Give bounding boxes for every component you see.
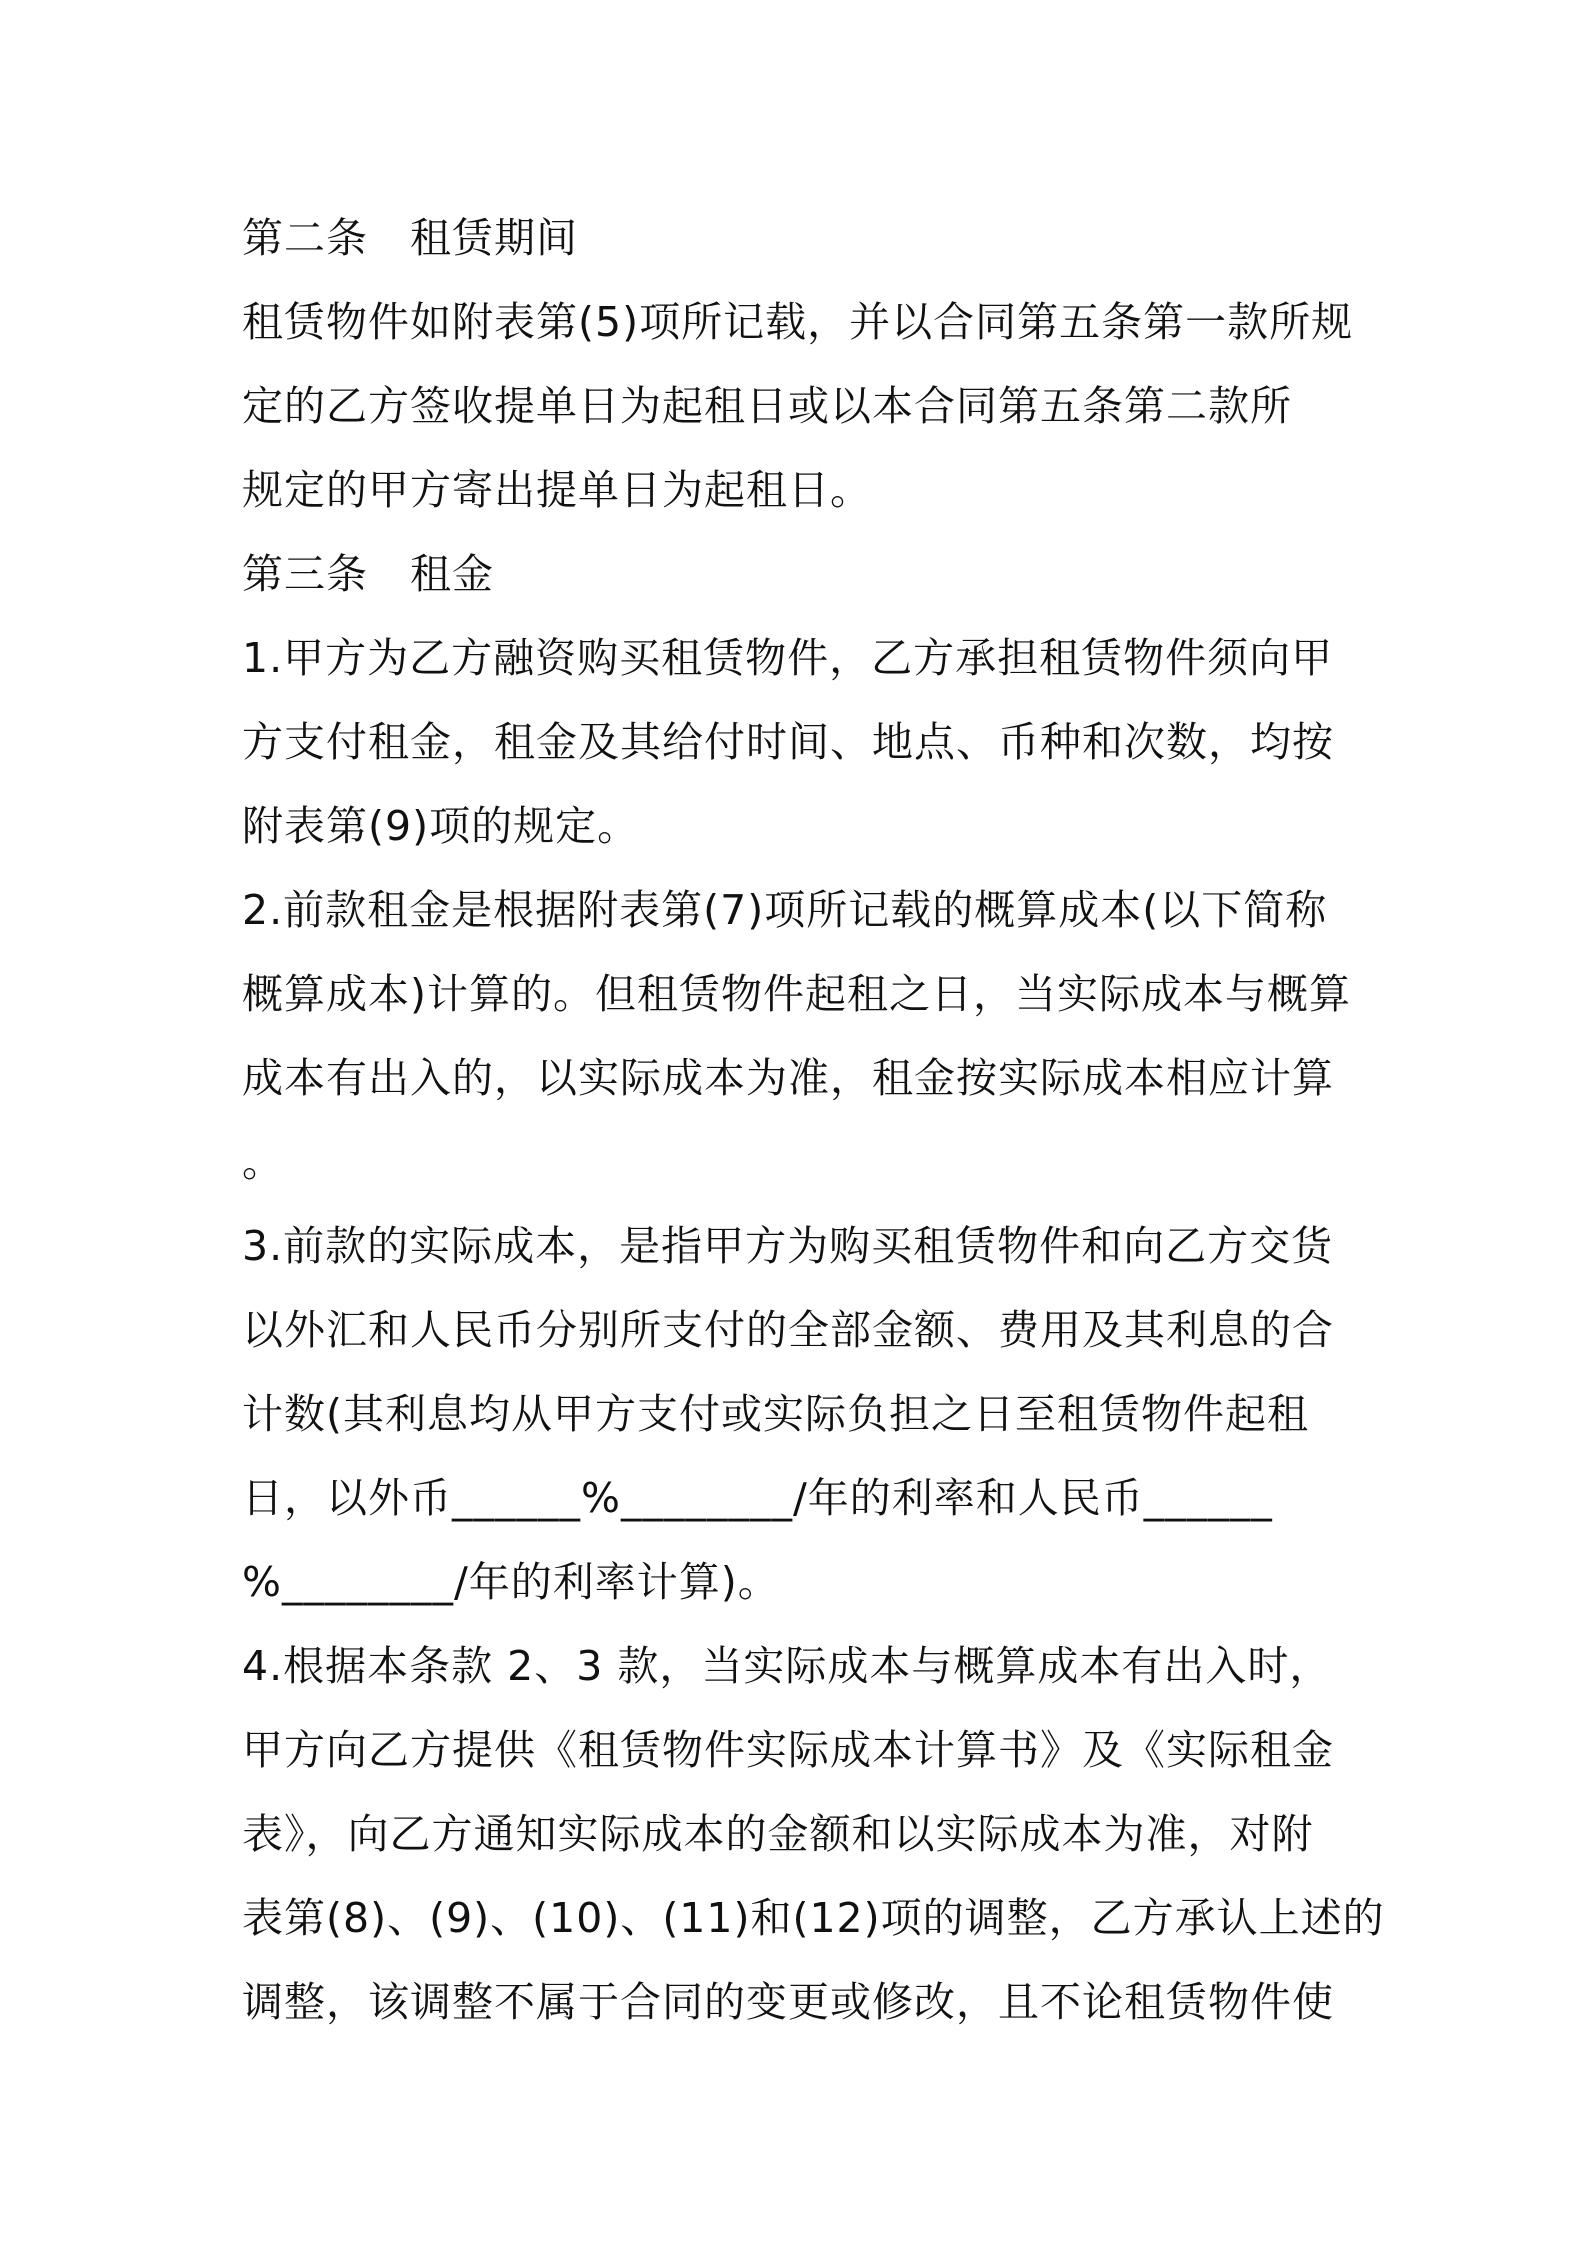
contract-text — [242, 196, 1385, 2044]
text-line: 方支付租金，租金及其给付时间、地点、币种和次数，均按 — [242, 718, 1334, 766]
text-line: 以外汇和人民币分别所支付的全部金额、费用及其利息的合 — [242, 1306, 1334, 1354]
text-line: 表第(8)、(9)、(10)、(11)和(12)项的调整，乙方承认上述的 — [242, 1894, 1385, 1942]
text-line: 计数(其利息均从甲方支付或实际负担之日至租赁物件起租 — [242, 1390, 1309, 1438]
text-line: 成本有出入的，以实际成本为准，租金按实际成本相应计算 — [242, 1054, 1334, 1102]
article-2-heading: 第二条 租赁期间 — [242, 214, 578, 262]
text-line: %________/年的利率计算)。 — [242, 1558, 780, 1606]
text-line: 甲方向乙方提供《租赁物件实际成本计算书》及《实际租金 — [242, 1726, 1334, 1774]
text-line: 规定的甲方寄出提单日为起租日。 — [242, 466, 872, 514]
text-line: 。 — [242, 1138, 284, 1186]
text-line: 表》，向乙方通知实际成本的金额和以实际成本为准，对附 — [242, 1810, 1314, 1858]
text-line: 3.前款的实际成本，是指甲方为购买租赁物件和向乙方交货 — [242, 1222, 1334, 1270]
article-3-heading: 第三条 租金 — [242, 550, 494, 598]
text-line: 日，以外币______%________/年的利率和人民币______ — [242, 1474, 1273, 1522]
text-line: 概算成本)计算的。但租赁物件起租之日，当实际成本与概算 — [242, 970, 1351, 1018]
text-line: 附表第(9)项的规定。 — [242, 802, 640, 850]
text-line: 租赁物件如附表第(5)项所记载，并以合同第五条第一款所规 — [242, 298, 1354, 346]
text-line: 1.甲方为乙方融资购买租赁物件，乙方承担租赁物件须向甲 — [242, 634, 1334, 682]
text-line: 定的乙方签收提单日为起租日或以本合同第五条第二款所 — [242, 382, 1292, 430]
text-line: 4.根据本条款 2、3 款，当实际成本与概算成本有出入时， — [242, 1642, 1332, 1690]
text-line: 调整，该调整不属于合同的变更或修改，且不论租赁物件使 — [242, 1978, 1334, 2026]
text-line: 2.前款租金是根据附表第(7)项所记载的概算成本(以下简称 — [242, 886, 1328, 934]
